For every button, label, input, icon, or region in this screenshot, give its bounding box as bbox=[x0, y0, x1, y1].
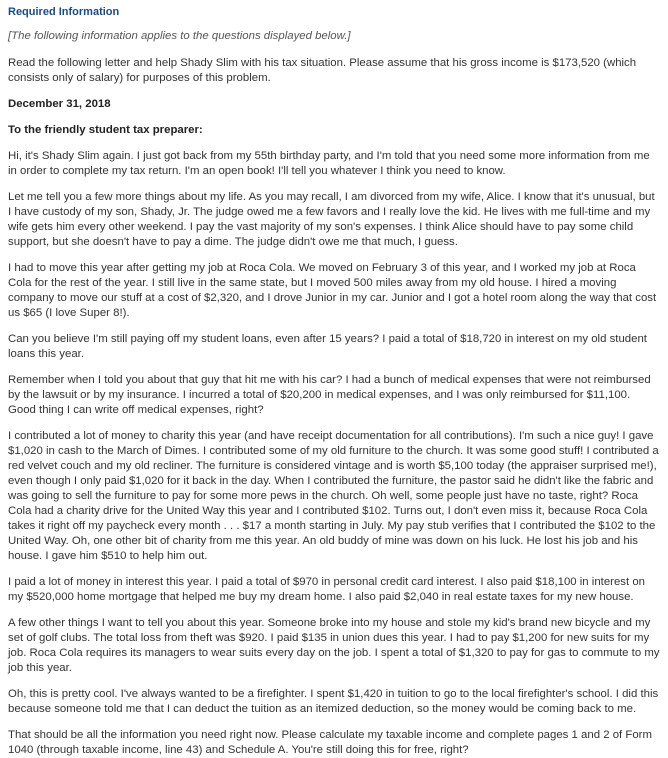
letter-paragraph: A few other things I want to tell you about this year. Someone broke into my house and stole my kid's brand new bicycle and my set of golf clubs. The total loss from theft was $920. I paid $135 in union dues this year. I had to pay $1,200 for new suits for my job. Roca Cola requires its managers to wear suits every day on the job. I spent a total of $1,320 to pay for gas to commute to my job this year. bbox=[8, 617, 660, 674]
letter-date: December 31, 2018 bbox=[8, 98, 111, 110]
letter-paragraph: I had to move this year after getting my job at Roca Cola. We moved on February 3 of this year, and I worked my job at Roca Cola for the rest of the year. I still live in the same state, but I moved 500 miles away from my old house. I hired a moving company to move our stuff at a cost of $2,320, and I drove Junior in my car. Junior and I got a hotel room along the way that cost us $65 (I love Super 8!). bbox=[8, 262, 657, 319]
letter-paragraph: Remember when I told you about that guy that hit me with his car? I had a bunch of medical expenses that were not reimbursed by the lawsuit or by my insurance. I incurred a total of $20,200 in medical expenses, and I was only reimbursed for $11,100. Good thing I can write off medical expenses, right? bbox=[8, 374, 651, 416]
section-title: Required Information bbox=[8, 6, 120, 18]
letter-paragraph: Oh, this is pretty cool. I've always wanted to be a firefighter. I spent $1,420 in tuition to go to the local firefighter's school. I did this because someone told me that I can deduct the tuition as an itemized deduction, so the money would be coming back to me. bbox=[8, 688, 659, 715]
letter-salutation: To the friendly student tax preparer: bbox=[8, 124, 203, 136]
letter-paragraph: Can you believe I'm still paying off my student loans, even after 15 years? I paid a total of $18,720 in interest on my old student loans this year. bbox=[8, 333, 647, 360]
intro-text: Read the following letter and help Shady Slim with his tax situation. Please assume that his gross income is $173,520 (which consists only of salary) for purposes of this problem. bbox=[8, 57, 637, 84]
info-note: [The following information applies to the questions displayed below.] bbox=[8, 30, 351, 42]
letter-paragraph: Let me tell you a few more things about my life. As you may recall, I am divorced from my wife, Alice. I know that it's unusual, but I have custody of my son, Shady, Jr. The judge owed me a few favors and I really love the kid. He lives with me full-time and my wife gets him every other weekend. I pay the vast majority of my son's expenses. I think Alice should have to pay some child support, but she doesn't have to pay a dime. The judge didn't owe me that much, I guess. bbox=[8, 191, 655, 248]
letter-paragraph: I contributed a lot of money to charity this year (and have receipt documentation for all contributions). I'm such a nice guy! I gave $1,020 in cash to the March of Dimes. I contributed some of my old furniture to the church. It was some good stuff! I contributed a red velvet couch and my old recliner. The furniture is considered vintage and is worth $5,100 today (the appraiser surprised me!), even though I only paid $1,020 for it back in the day. When I contributed the furniture, the pastor said he didn't like the fabric and was going to sell the furniture to pay for some more pews in the church. Oh well, some people just have no taste, right? Roca Cola had a charity drive for the United Way this year and I contributed $102. Turns out, I don't even miss it, because Roca Cola takes it right off my paycheck every month . . . $17 a month starting in July. My pay stub verifies that I contributed the $102 to the United Way. Oh, one other bit of charity from me this year. An old buddy of mine was down on his luck. He lost his job and his house. I gave him $510 to help him out. bbox=[8, 430, 659, 562]
letter-paragraph: Hi, it's Shady Slim again. I just got back from my 55th birthday party, and I'm told that you need some more information from me in order to complete my tax return. I'm an open book! I'll tell you whatever I think you need to know. bbox=[8, 150, 650, 177]
letter-paragraph: That should be all the information you need right now. Please calculate my taxable income and complete pages 1 and 2 of Form 1040 (through taxable income, line 43) and Schedule A. You're still doing this for free, right? bbox=[8, 729, 652, 756]
letter-paragraph: I paid a lot of money in interest this year. I paid a total of $970 in personal credit card interest. I also paid $18,100 in interest on my $520,000 home mortgage that helped me buy my dream home. I also paid $2,040 in real estate taxes for my new house. bbox=[8, 576, 645, 603]
